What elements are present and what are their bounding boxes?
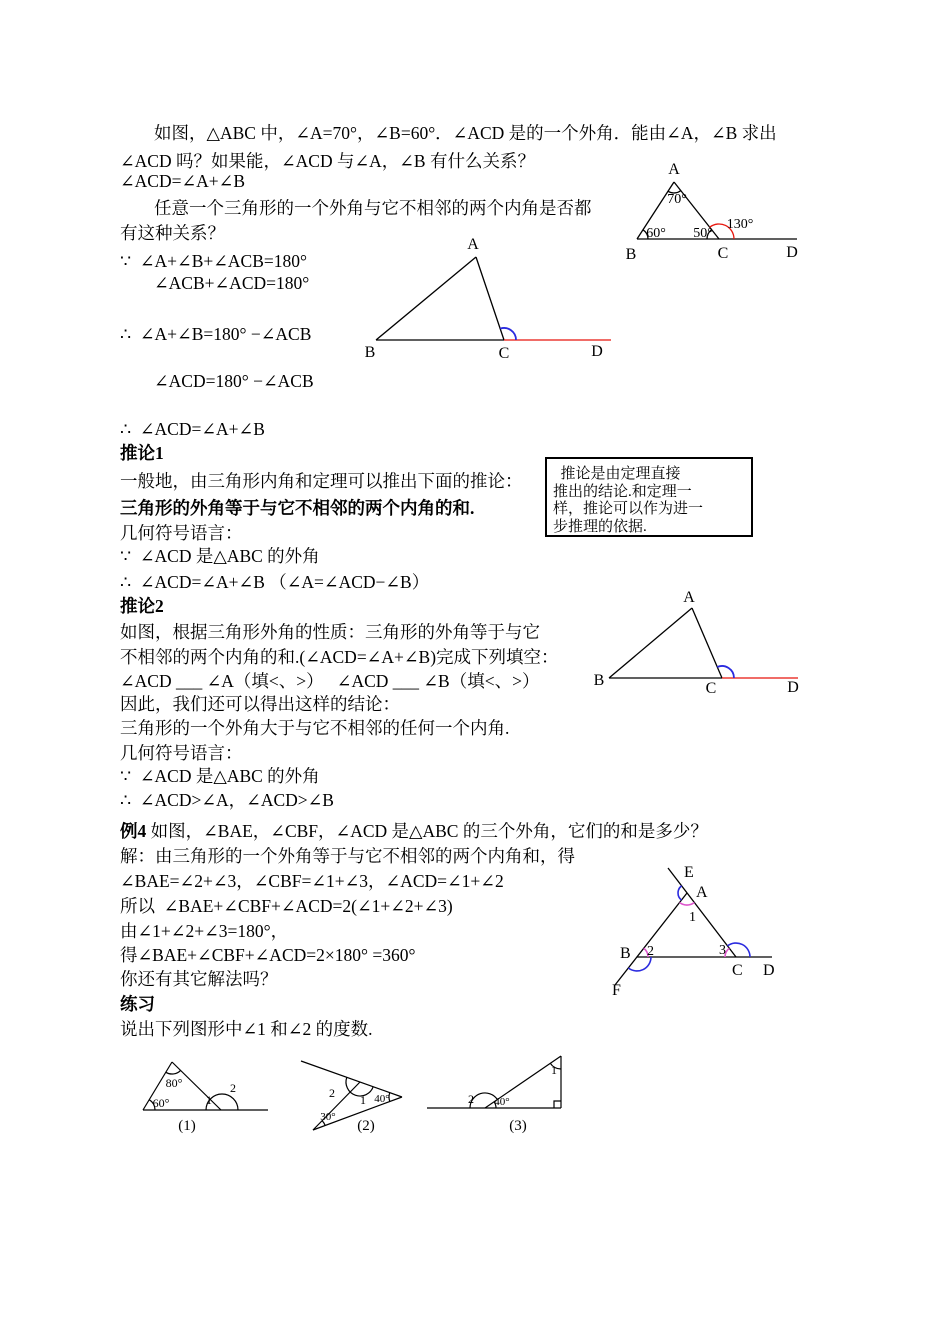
- triangle-side: [692, 608, 722, 678]
- angle-70-label: 70°: [667, 192, 687, 207]
- text-line: 解：由三角形的一个外角等于与它不相邻的两个内角和，得: [120, 846, 575, 866]
- text-line: 如图，根据三角形外角的性质：三角形的外角等于与它: [120, 622, 540, 642]
- fig2-angle-40: 40°: [374, 1093, 390, 1105]
- angle-2-label: 2: [647, 944, 654, 959]
- point-label-d: D: [591, 343, 603, 360]
- note-line: 步推理的依据.: [553, 518, 647, 535]
- vertex-label-b: B: [364, 344, 376, 361]
- corollary1-heading: 推论1: [120, 443, 164, 463]
- point-label-f: F: [612, 982, 621, 999]
- fig1-caption: (1): [178, 1118, 196, 1134]
- vertex-label-a: A: [467, 236, 479, 253]
- vertex-label-a: A: [668, 161, 680, 178]
- text-line: 不相邻的两个内角的和.(∠ACD=∠A+∠B)完成下列填空：: [120, 647, 559, 667]
- angle-50-label: 50°: [693, 226, 713, 241]
- point-label-d: D: [786, 244, 798, 261]
- fill-in-blank-line: ∠ACD ___ ∠A（填<、>） ∠ACD ___ ∠B（填<、>）: [120, 671, 540, 691]
- triangle-diagram-1: [600, 150, 810, 265]
- text-line: ∵ ∠ACD 是△ABC 的外角: [120, 546, 320, 566]
- vertex-label-a: A: [683, 589, 695, 606]
- text-line: ∠ACD 吗？如果能，∠ACD 与∠A，∠B 有什么关系？: [120, 151, 535, 171]
- vertex-label-b: B: [625, 246, 637, 263]
- text-line: 所以 ∠BAE+∠CBF+∠ACD=2(∠1+∠2+∠3): [120, 896, 453, 916]
- text-line: 你还有其它解法吗？: [120, 969, 278, 989]
- fig1-apex-arc: [166, 1070, 181, 1074]
- fig1-angle-80: 80°: [165, 1076, 183, 1090]
- text-line: 几何符号语言：: [120, 743, 243, 763]
- angle-60-label: 60°: [646, 226, 666, 241]
- fig2-top-line: [301, 1061, 402, 1097]
- vertex-label-a: A: [696, 884, 708, 901]
- triangle-diagram-4: [598, 855, 793, 1005]
- fig1-angle-1: 1: [206, 1093, 212, 1107]
- fig3-angle-1: 1: [551, 1063, 557, 1077]
- fig2-caption: (2): [357, 1118, 375, 1134]
- point-label-d: D: [763, 962, 775, 979]
- point-label-d: D: [787, 679, 799, 696]
- text-line: 说出下列图形中∠1 和∠2 的度数.: [120, 1019, 373, 1039]
- text-line: ∠ACB+∠ACD=180°: [154, 273, 310, 293]
- fig3-exterior-arc: [470, 1093, 497, 1108]
- theorem-statement: 三角形的外角等于与它不相邻的两个内角的和.: [120, 498, 475, 518]
- angle-1-label: 1: [689, 910, 696, 925]
- exterior-angle-arc-a: [678, 886, 682, 900]
- example4-heading: [120, 820, 708, 842]
- fig2-angle-30: 30°: [320, 1111, 336, 1123]
- vertex-label-b: B: [620, 945, 631, 962]
- text-line: ∴ ∠ACD>∠A，∠ACD>∠B: [120, 790, 334, 810]
- text-line: 任意一个三角形的一个外角与它不相邻的两个内角是否都: [154, 198, 592, 218]
- text-line: 由∠1+∠2+∠3=180°，: [120, 921, 289, 941]
- text-line: ∵ ∠A+∠B+∠ACB=180°: [120, 251, 308, 271]
- text-line: ∠BAE=∠2+∠3，∠CBF=∠1+∠3，∠ACD=∠1+∠2: [120, 871, 504, 891]
- text-line: ∠ACD=∠A+∠B: [120, 171, 245, 191]
- note-box: [545, 457, 753, 537]
- text-line: 得∠BAE+∠CBF+∠ACD=2×180° =360°: [120, 945, 416, 965]
- text-line: ∴ ∠ACD=∠A+∠B: [120, 419, 265, 439]
- text-line: 有这种关系？: [120, 223, 225, 243]
- text-line: 因此，我们还可以得出这样的结论：: [120, 694, 400, 714]
- triangle-diagram-3: [585, 585, 810, 700]
- text-line: ∵ ∠ACD 是△ABC 的外角: [120, 766, 320, 786]
- example4-question: 如图，∠BAE，∠CBF，∠ACD 是△ABC 的三个外角，它们的和是多少？: [146, 821, 708, 841]
- vertex-label-c: C: [717, 245, 729, 262]
- example4-label: 例4: [120, 821, 147, 841]
- line-a-b-f: [615, 893, 687, 985]
- note-line: 样，推论可以作为进一: [553, 501, 704, 517]
- fig3-angle-40: 40°: [494, 1096, 510, 1108]
- practice-heading: 练习: [120, 994, 155, 1014]
- text-line: ∠ACD=180° −∠ACB: [154, 371, 314, 391]
- vertex-label-c: C: [498, 345, 510, 362]
- fig3-right-angle-mark: [554, 1101, 561, 1108]
- note-line: 推论是由定理直接: [553, 466, 681, 482]
- fig2-angle-1: 1: [360, 1093, 366, 1107]
- angle-130-label: 130°: [726, 217, 754, 232]
- triangle-diagram-2: [350, 235, 625, 365]
- practice-figures: [128, 1040, 593, 1140]
- fig3-angle-2: 2: [468, 1092, 474, 1106]
- fig1-angle-60: 60°: [152, 1096, 170, 1110]
- vertex-label-c: C: [705, 680, 717, 697]
- fig3-caption: (3): [509, 1118, 527, 1134]
- text-line: 一般地，由三角形内角和定理可以推出下面的推论：: [120, 471, 523, 491]
- text-line: ∴ ∠ACD=∠A+∠B （∠A=∠ACD−∠B）: [120, 572, 430, 592]
- angle-3-label: 3: [719, 943, 726, 958]
- triangle-side: [476, 257, 504, 340]
- vertex-label-c: C: [732, 962, 743, 979]
- fig1-angle-2: 2: [230, 1081, 236, 1095]
- point-label-e: E: [684, 864, 694, 881]
- text-line: ∴ ∠A+∠B=180° −∠ACB: [120, 324, 312, 344]
- corollary2-heading: 推论2: [120, 596, 164, 616]
- vertex-label-b: B: [593, 672, 605, 689]
- note-line: 推出的结论.和定理一: [553, 483, 692, 500]
- fig2-angle-2: 2: [329, 1086, 335, 1100]
- triangle-side: [376, 257, 476, 340]
- text-line: 几何符号语言：: [120, 523, 243, 543]
- text-line: 如图，△ABC 中，∠A=70°，∠B=60°．∠ACD 是的一个外角．能由∠A，∠B 求出: [154, 123, 777, 143]
- text-line: 三角形的一个外角大于与它不相邻的任何一个内角.: [120, 718, 510, 738]
- triangle-side: [609, 608, 692, 678]
- interior-angle-arc-a: [680, 903, 695, 906]
